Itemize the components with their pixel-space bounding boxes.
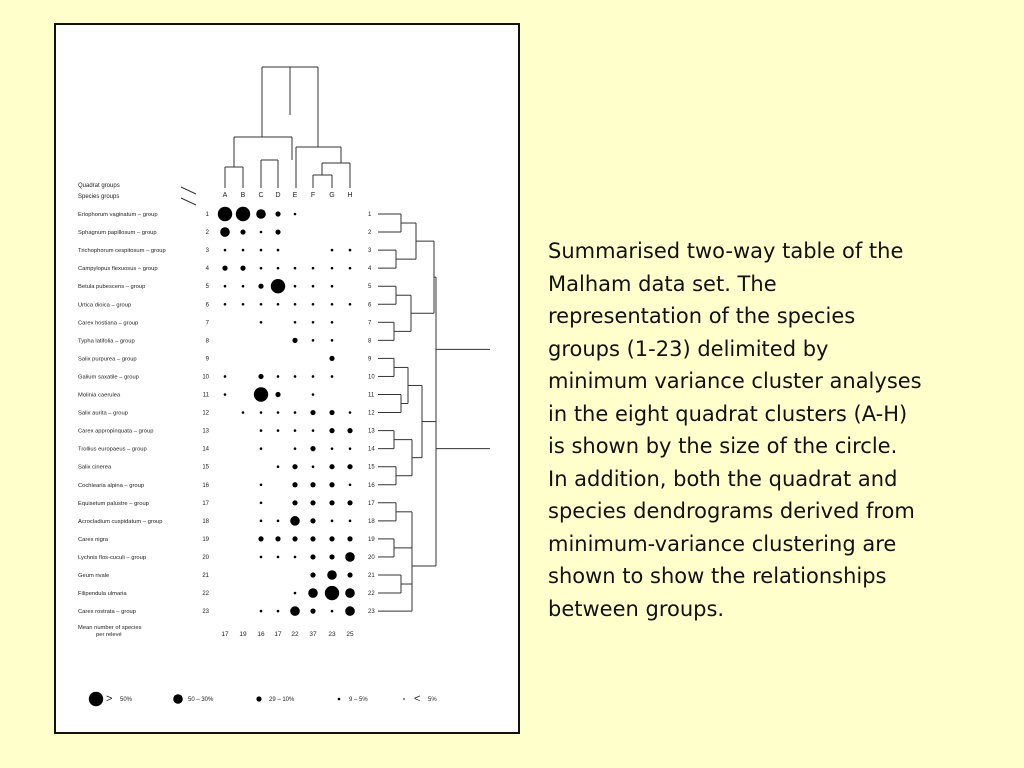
occurrence-dot-18-g: [331, 520, 334, 523]
species-number-right-14: 14: [368, 446, 375, 453]
occurrence-dot-12-b: [242, 411, 245, 414]
occurrence-dot-10-a: [224, 375, 227, 378]
occurrence-dot-12-f: [310, 410, 315, 415]
occurrence-dot-5-a: [224, 285, 227, 288]
mean-value-b: 19: [239, 631, 247, 639]
occurrence-dot-6-f: [312, 303, 315, 306]
occurrence-dot-16-c: [260, 483, 263, 486]
species-number-left-11: 11: [202, 392, 209, 399]
occurrence-dot-11-c: [254, 387, 268, 401]
quadrat-group-letter-c: C: [258, 192, 264, 199]
occurrence-dot-5-g: [331, 285, 334, 288]
occurrence-dot-14-f: [310, 446, 315, 451]
occurrence-dot-6-c: [260, 303, 263, 306]
legend-label-3: 9 – 5%: [349, 697, 368, 703]
species-number-right-17: 17: [368, 500, 375, 507]
species-number-right-3: 3: [368, 248, 372, 255]
occurrence-dot-19-d: [275, 536, 280, 541]
occurrence-dot-13-h: [347, 428, 352, 433]
species-name-7: Carex hostiana – group: [78, 320, 139, 327]
species-name-12: Salix aurita – group: [78, 410, 128, 417]
occurrence-dot-19-f: [310, 536, 315, 541]
occurrence-dot-4-d: [277, 267, 280, 270]
species-name-23: Carex rostrata – group: [78, 609, 136, 616]
occurrence-dot-6-h: [349, 303, 352, 306]
species-number-right-9: 9: [368, 356, 372, 363]
occurrence-dot-12-g: [329, 410, 334, 415]
occurrence-dot-10-d: [277, 375, 280, 378]
occurrence-dot-13-f: [312, 429, 315, 432]
occurrence-dot-15-e: [292, 464, 297, 469]
species-name-9: Salix purpurea – group: [78, 356, 137, 363]
species-name-6: Urtica dioica – group: [78, 302, 132, 309]
species-name-1: Eriophorum vaginatum – group: [78, 212, 158, 218]
occurrence-dot-8-f: [312, 339, 315, 342]
legend-label-1: 50 – 30%: [188, 697, 214, 703]
occurrence-dot-21-g: [327, 570, 337, 580]
occurrence-dot-20-c: [260, 556, 263, 559]
legend-label-2: 29 – 10%: [269, 697, 295, 703]
species-name-21: Geum rivale: [78, 573, 110, 579]
occurrence-dot-4-f: [312, 267, 315, 270]
species-number-right-11: 11: [368, 392, 375, 399]
occurrence-dot-7-g: [331, 321, 334, 324]
occurrence-dot-9-g: [329, 356, 334, 361]
occurrence-dot-8-e: [292, 338, 297, 343]
occurrence-dot-17-h: [347, 500, 352, 505]
occurrence-dot-20-e: [294, 556, 297, 559]
legend-dot-2: [256, 696, 261, 701]
legend-dot-1: [173, 694, 183, 704]
occurrence-dot-5-d: [271, 279, 285, 293]
species-name-14: Trollius europaeus – group: [78, 446, 147, 453]
species-groups-label: Species groups: [78, 194, 120, 200]
occurrence-dot-14-c: [260, 447, 263, 450]
species-number-left-18: 18: [202, 518, 209, 525]
legend-prefix-4: <: [414, 693, 421, 705]
occurrence-dot-12-c: [260, 411, 263, 414]
species-number-right-23: 23: [368, 609, 375, 616]
occurrence-dot-4-e: [294, 267, 297, 270]
legend-dot-0: [89, 692, 103, 706]
occurrence-dot-19-e: [292, 536, 297, 541]
occurrence-dot-20-d: [277, 556, 280, 559]
species-number-right-21: 21: [368, 573, 375, 579]
occurrence-dot-4-g: [331, 267, 334, 270]
occurrence-dot-15-h: [347, 464, 352, 469]
occurrence-dot-11-f: [312, 393, 315, 396]
species-number-left-12: 12: [202, 410, 209, 417]
occurrence-dot-3-a: [224, 249, 227, 252]
species-number-right-22: 22: [368, 591, 375, 598]
occurrence-dot-6-a: [224, 303, 227, 306]
occurrence-dot-7-f: [312, 321, 315, 324]
species-name-13: Carex appropinquata – group: [78, 428, 154, 435]
occurrence-dot-13-c: [260, 429, 263, 432]
legend-dot-3: [338, 698, 341, 701]
caption-text: Summarised two-way table of the Malham data set. The representation of the species groups (1-23) delimited by minimum variance cluster analyses in the eight quadrat clusters (A-H) is shown by the size of the circle. In addition, both the quadrat and species dendrograms derived from minimum-variance clustering are shown to show the relationships between groups.: [548, 239, 922, 621]
occurrence-dot-13-d: [277, 429, 280, 432]
occurrence-dot-3-c: [260, 249, 263, 252]
species-number-right-1: 1: [368, 212, 372, 218]
species-name-3: Trichophorum cespitosum – group: [78, 248, 166, 255]
occurrence-dot-17-e: [292, 500, 297, 505]
species-number-left-8: 8: [205, 338, 209, 345]
mean-value-h: 25: [346, 631, 354, 639]
occurrence-dot-18-c: [260, 520, 263, 523]
occurrence-dot-1-d: [275, 211, 280, 216]
occurrence-dot-5-f: [312, 285, 315, 288]
species-number-right-15: 15: [368, 464, 375, 471]
occurrence-dot-6-d: [277, 303, 280, 306]
occurrence-dot-17-f: [310, 500, 315, 505]
mean-value-a: 17: [221, 631, 229, 639]
species-number-left-7: 7: [205, 320, 209, 327]
occurrence-dot-10-f: [312, 375, 315, 378]
occurrence-dot-14-g: [331, 447, 334, 450]
occurrence-dot-14-h: [349, 447, 352, 450]
occurrence-dot-23-g: [331, 610, 334, 613]
occurrence-dot-1-b: [236, 207, 250, 221]
legend-label-4: 5%: [428, 697, 437, 703]
species-name-5: Betula pubescens – group: [78, 284, 146, 291]
occurrence-dot-13-e: [294, 429, 297, 432]
occurrence-dot-3-d: [277, 249, 280, 252]
species-number-right-4: 4: [368, 266, 372, 273]
occurrence-dot-15-d: [277, 465, 280, 468]
occurrence-dot-22-e: [294, 592, 297, 595]
occurrence-dot-18-f: [310, 518, 315, 523]
occurrence-dot-22-g: [325, 586, 339, 600]
species-name-16: Cochlearia alpina – group: [78, 482, 145, 489]
occurrence-dot-14-e: [294, 447, 297, 450]
occurrence-dot-17-g: [329, 500, 334, 505]
species-name-4: Campylopus flexuosus – group: [78, 266, 158, 273]
species-number-left-10: 10: [202, 374, 209, 381]
species-number-left-19: 19: [202, 536, 209, 543]
species-name-19: Carex nigra: [78, 536, 108, 543]
species-name-11: Molinia caerulea: [78, 392, 121, 399]
occurrence-dot-12-h: [349, 411, 352, 414]
occurrence-dot-21-h: [347, 572, 352, 577]
occurrence-dot-23-h: [345, 606, 355, 616]
species-name-15: Salix cinerea: [78, 464, 112, 471]
mean-value-d: 17: [274, 631, 282, 639]
occurrence-dot-22-f: [308, 588, 318, 598]
occurrence-dot-23-d: [277, 610, 280, 613]
mean-species-label: Mean number of species: [78, 625, 142, 632]
species-number-right-16: 16: [368, 482, 375, 489]
occurrence-dot-15-f: [312, 465, 315, 468]
occurrence-dot-20-f: [310, 554, 315, 559]
occurrence-dot-15-g: [329, 464, 334, 469]
quadrat-group-letter-f: F: [310, 192, 316, 199]
occurrence-dot-20-h: [345, 552, 355, 562]
occurrence-dot-7-c: [260, 321, 263, 324]
occurrence-dot-7-e: [294, 321, 297, 324]
species-number-left-22: 22: [202, 591, 209, 598]
legend-prefix-0: >: [106, 693, 113, 705]
occurrence-dot-20-g: [329, 554, 334, 559]
occurrence-dot-16-g: [329, 482, 334, 487]
species-name-10: Galium saxatile – group: [78, 374, 139, 381]
species-number-right-5: 5: [368, 284, 372, 291]
header-arrows: [181, 187, 196, 205]
species-number-left-9: 9: [205, 356, 209, 363]
species-number-left-13: 13: [202, 428, 209, 435]
mean-value-f: 37: [309, 631, 317, 639]
occurrence-dot-4-b: [240, 266, 245, 271]
occurrence-dot-16-h: [349, 483, 352, 486]
species-number-left-1: 1: [205, 212, 209, 218]
species-number-left-14: 14: [202, 446, 209, 453]
species-name-22: Filipendula ulmaria: [78, 591, 127, 598]
occurrence-dot-5-c: [258, 284, 263, 289]
occurrence-dot-23-e: [290, 606, 300, 616]
occurrence-dot-23-f: [310, 609, 315, 614]
occurrence-dot-21-f: [310, 572, 315, 577]
occurrence-dot-19-h: [347, 536, 352, 541]
species-number-right-8: 8: [368, 338, 372, 345]
per-releve-label: per relevé: [96, 632, 122, 639]
figure-panel: [54, 23, 520, 734]
species-number-right-20: 20: [368, 554, 375, 561]
quadrat-group-letter-g: G: [329, 192, 335, 199]
species-number-left-5: 5: [205, 284, 209, 291]
species-number-right-2: 2: [368, 230, 372, 237]
occurrence-dot-18-d: [277, 520, 280, 523]
occurrence-dot-8-g: [331, 339, 334, 342]
species-name-17: Equisetum palustre – group: [78, 500, 149, 507]
species-number-right-6: 6: [368, 302, 372, 309]
occurrence-dot-2-c: [260, 231, 263, 234]
occurrence-dot-5-b: [242, 285, 245, 288]
mean-value-g: 23: [328, 631, 336, 639]
species-name-8: Typha latifolia – group: [78, 338, 135, 345]
species-number-right-19: 19: [368, 536, 375, 543]
species-number-right-18: 18: [368, 518, 375, 525]
occurrence-dot-10-c: [258, 374, 263, 379]
occurrence-dot-2-b: [240, 229, 245, 234]
occurrence-dot-5-e: [294, 285, 297, 288]
legend-label-0: 50%: [120, 697, 133, 703]
occurrence-dot-1-c: [256, 209, 266, 219]
species-name-20: Lychnis flos-cuculi – group: [78, 554, 147, 561]
two-way-table-figure: [56, 25, 522, 736]
occurrence-dot-11-a: [224, 393, 227, 396]
species-number-left-20: 20: [202, 554, 209, 561]
species-number-left-23: 23: [202, 609, 209, 616]
species-number-left-21: 21: [202, 573, 209, 579]
quadrat-group-letter-a: A: [222, 192, 228, 199]
occurrence-dot-17-c: [260, 502, 263, 505]
occurrence-dot-4-c: [260, 267, 263, 270]
occurrence-dot-18-e: [290, 516, 300, 526]
occurrence-dot-16-e: [292, 482, 297, 487]
occurrence-dot-18-h: [349, 520, 352, 523]
occurrence-dot-1-e: [294, 213, 297, 216]
occurrence-dot-22-h: [345, 588, 355, 598]
occurrence-dot-1-a: [218, 207, 232, 221]
species-number-right-12: 12: [368, 410, 375, 417]
species-number-left-17: 17: [202, 500, 209, 507]
species-name-2: Sphagnum papillosum – group: [78, 230, 157, 237]
occurrence-dot-4-a: [222, 266, 227, 271]
species-number-left-16: 16: [202, 482, 209, 489]
species-number-right-13: 13: [368, 428, 375, 435]
occurrence-dot-10-e: [294, 375, 297, 378]
occurrence-dot-6-b: [242, 303, 245, 306]
species-number-left-15: 15: [202, 464, 209, 471]
species-number-right-10: 10: [368, 374, 375, 381]
species-number-left-4: 4: [205, 266, 209, 273]
occurrence-dot-12-d: [277, 411, 280, 414]
occurrence-dot-19-c: [258, 536, 263, 541]
occurrence-dot-6-e: [294, 303, 297, 306]
occurrence-dot-2-d: [275, 229, 280, 234]
occurrence-dot-10-g: [331, 375, 334, 378]
species-number-right-7: 7: [368, 320, 372, 327]
quadrat-group-letter-b: B: [240, 192, 246, 199]
occurrence-dot-6-g: [331, 303, 334, 306]
quadrat-group-letter-d: D: [275, 192, 281, 199]
occurrence-dot-4-h: [349, 267, 352, 270]
species-number-left-2: 2: [205, 230, 209, 237]
species-name-18: Acrocladium cuspidatum – group: [78, 518, 163, 525]
occurrence-dot-3-h: [349, 249, 352, 252]
occurrence-dot-13-g: [329, 428, 334, 433]
mean-value-e: 22: [291, 631, 299, 639]
occurrence-dot-16-f: [310, 482, 315, 487]
occurrence-dot-3-b: [242, 249, 245, 252]
occurrence-dot-3-g: [331, 249, 334, 252]
occurrence-dot-12-e: [294, 411, 297, 414]
quadrat-groups-label: Quadrat groups: [78, 183, 120, 189]
occurrence-dot-19-g: [329, 536, 334, 541]
species-number-left-6: 6: [205, 302, 209, 309]
species-number-left-3: 3: [205, 248, 209, 255]
occurrence-dot-2-a: [220, 227, 230, 237]
occurrence-dot-23-c: [260, 610, 263, 613]
quadrat-group-letter-h: H: [347, 192, 353, 199]
occurrence-dot-11-d: [275, 392, 280, 397]
legend-dot-4: [403, 698, 405, 700]
mean-value-c: 16: [257, 631, 265, 639]
quadrat-group-letter-e: E: [292, 192, 298, 199]
